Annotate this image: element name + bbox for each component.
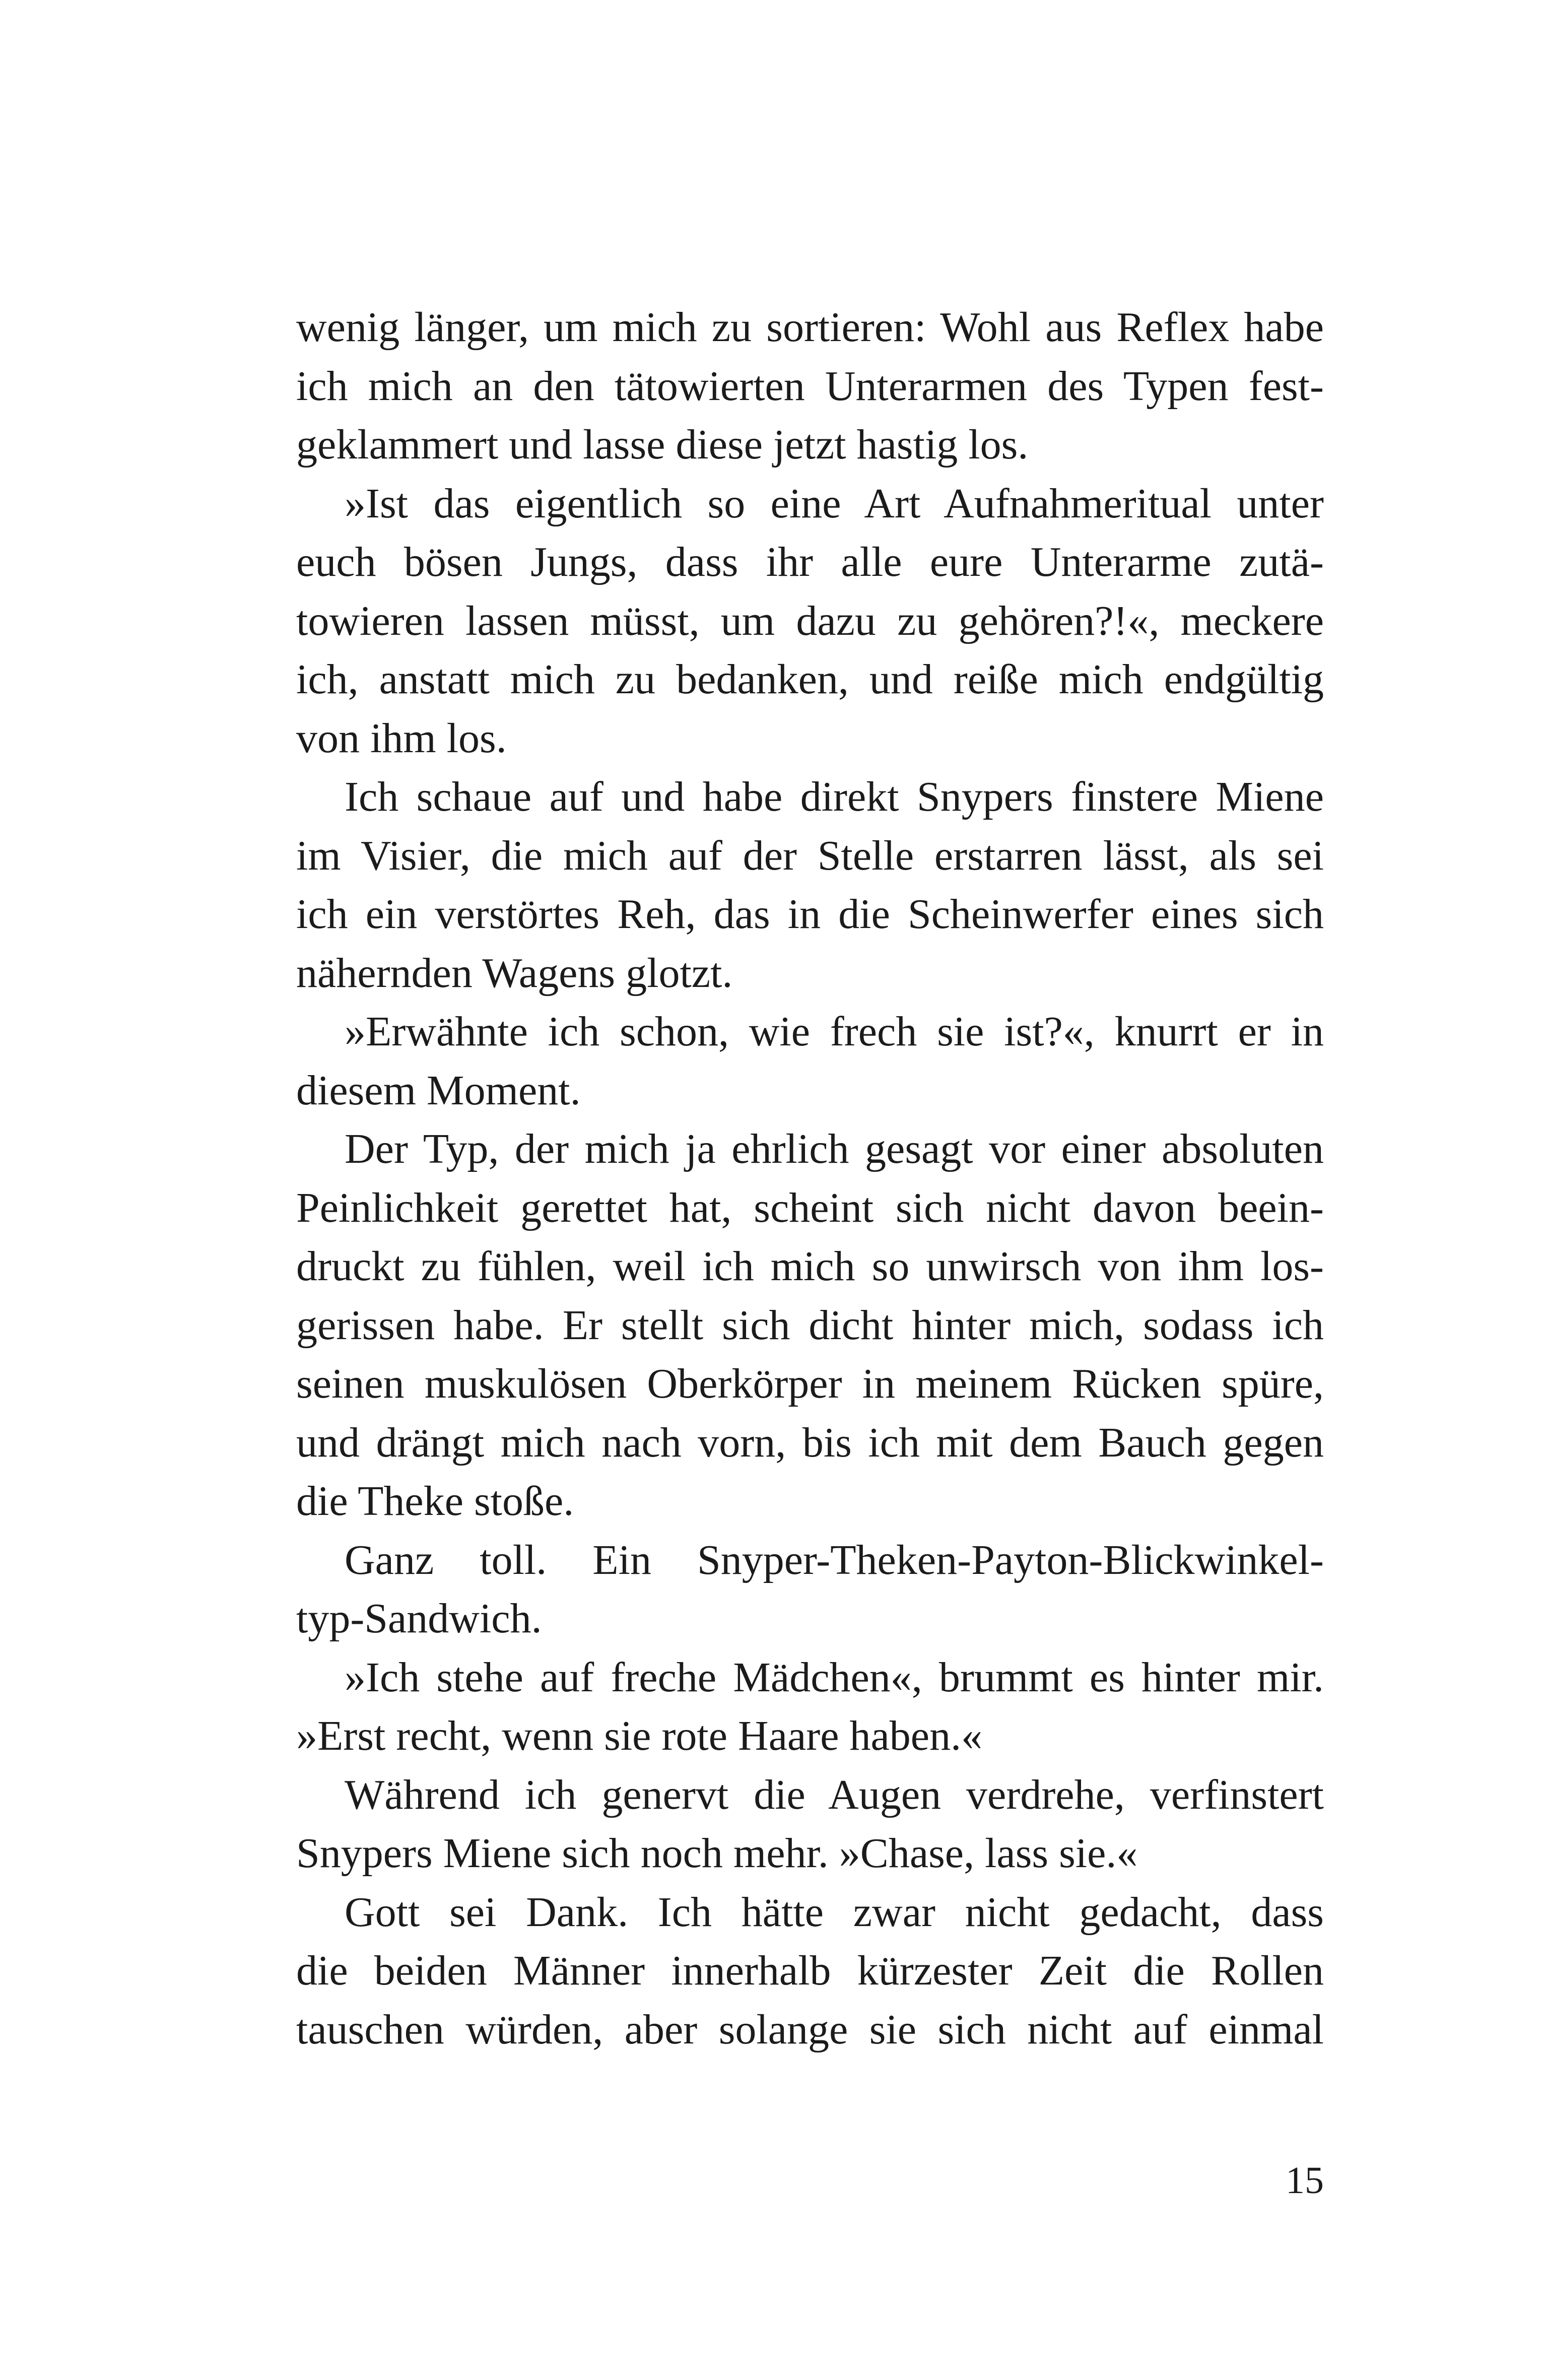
- text-line: diesem Moment.: [296, 1067, 581, 1114]
- text-line: Snypers Miene sich noch mehr. »Chase, lass sie.«: [296, 1830, 1138, 1877]
- text-line: die Theke stoße.: [296, 1478, 574, 1525]
- text-line: geklammert und lasse diese jetzt hastig los.: [296, 421, 1029, 468]
- text-line: wenig länger, um mich zu sortieren: Wohl aus Reflex habe: [296, 304, 1324, 351]
- text-line: von ihm los.: [296, 714, 507, 762]
- text-line: und drängt mich nach vorn, bis ich mit dem Bauch gegen: [296, 1419, 1324, 1466]
- text-line: tauschen würden, aber solange sie sich nicht auf einmal: [296, 2006, 1324, 2053]
- text-line: »Erst recht, wenn sie rote Haare haben.«: [296, 1712, 983, 1759]
- text-line: im Visier, die mich auf der Stelle erstarren lässt, als sei: [296, 832, 1324, 879]
- text-line: gerissen habe. Er stellt sich dicht hinter mich, sodass ich: [296, 1301, 1324, 1349]
- text-line: typ-Sandwich.: [296, 1595, 542, 1642]
- text-line: ich mich an den tätowierten Unterarmen des Typen fest-: [296, 362, 1324, 410]
- text-line: euch bösen Jungs, dass ihr alle eure Unterarme zutä-: [296, 539, 1324, 585]
- paragraph: [296, 1648, 1324, 1766]
- text-line: Ganz toll. Ein Snyper-Theken-Payton-Blickwinkel-: [345, 1536, 1324, 1583]
- text-line: »Ist das eigentlich so eine Art Aufnahmeritual unter: [345, 480, 1324, 527]
- text-line: Gott sei Dank. Ich hätte zwar nicht gedacht, dass: [345, 1888, 1324, 1936]
- paragraph: [296, 1766, 1324, 1883]
- text-line: Während ich genervt die Augen verdrehe, verfinstert: [345, 1771, 1324, 1818]
- text-line: »Erwähnte ich schon, wie frech sie ist?«, knurrt er in: [345, 1008, 1324, 1055]
- paragraph: [296, 475, 1324, 768]
- text-line: Peinlichkeit gerettet hat, scheint sich nicht davon beein-: [296, 1184, 1324, 1231]
- text-line: ich, anstatt mich zu bedanken, und reiße mich endgültig: [296, 656, 1324, 703]
- paragraph: [296, 1003, 1324, 1120]
- paragraph: [296, 298, 1324, 475]
- text-line: die beiden Männer innerhalb kürzester Zeit die Rollen: [296, 1947, 1324, 1994]
- text-line: ich ein verstörtes Reh, das in die Scheinwerfer eines sich: [296, 891, 1324, 938]
- body-text: [296, 298, 1324, 2059]
- text-line: »Ich stehe auf freche Mädchen«, brummt es hinter mir.: [345, 1654, 1324, 1701]
- text-line: Der Typ, der mich ja ehrlich gesagt vor einer absoluten: [345, 1126, 1324, 1172]
- text-line: Ich schaue auf und habe direkt Snypers finstere Miene: [345, 773, 1324, 820]
- paragraph: [296, 1531, 1324, 1648]
- paragraph: [296, 768, 1324, 1003]
- paragraph: [296, 1883, 1324, 2060]
- text-line: nähernden Wagens glotzt.: [296, 949, 733, 997]
- text-line: towieren lassen müsst, um dazu zu gehören?!«, meckere: [296, 597, 1324, 644]
- paragraph: [296, 1120, 1324, 1531]
- text-line: druckt zu fühlen, weil ich mich so unwirsch von ihm los-: [296, 1243, 1324, 1290]
- page-number: 15: [1286, 2159, 1324, 2202]
- text-line: seinen muskulösen Oberkörper in meinem Rücken spüre,: [296, 1360, 1324, 1407]
